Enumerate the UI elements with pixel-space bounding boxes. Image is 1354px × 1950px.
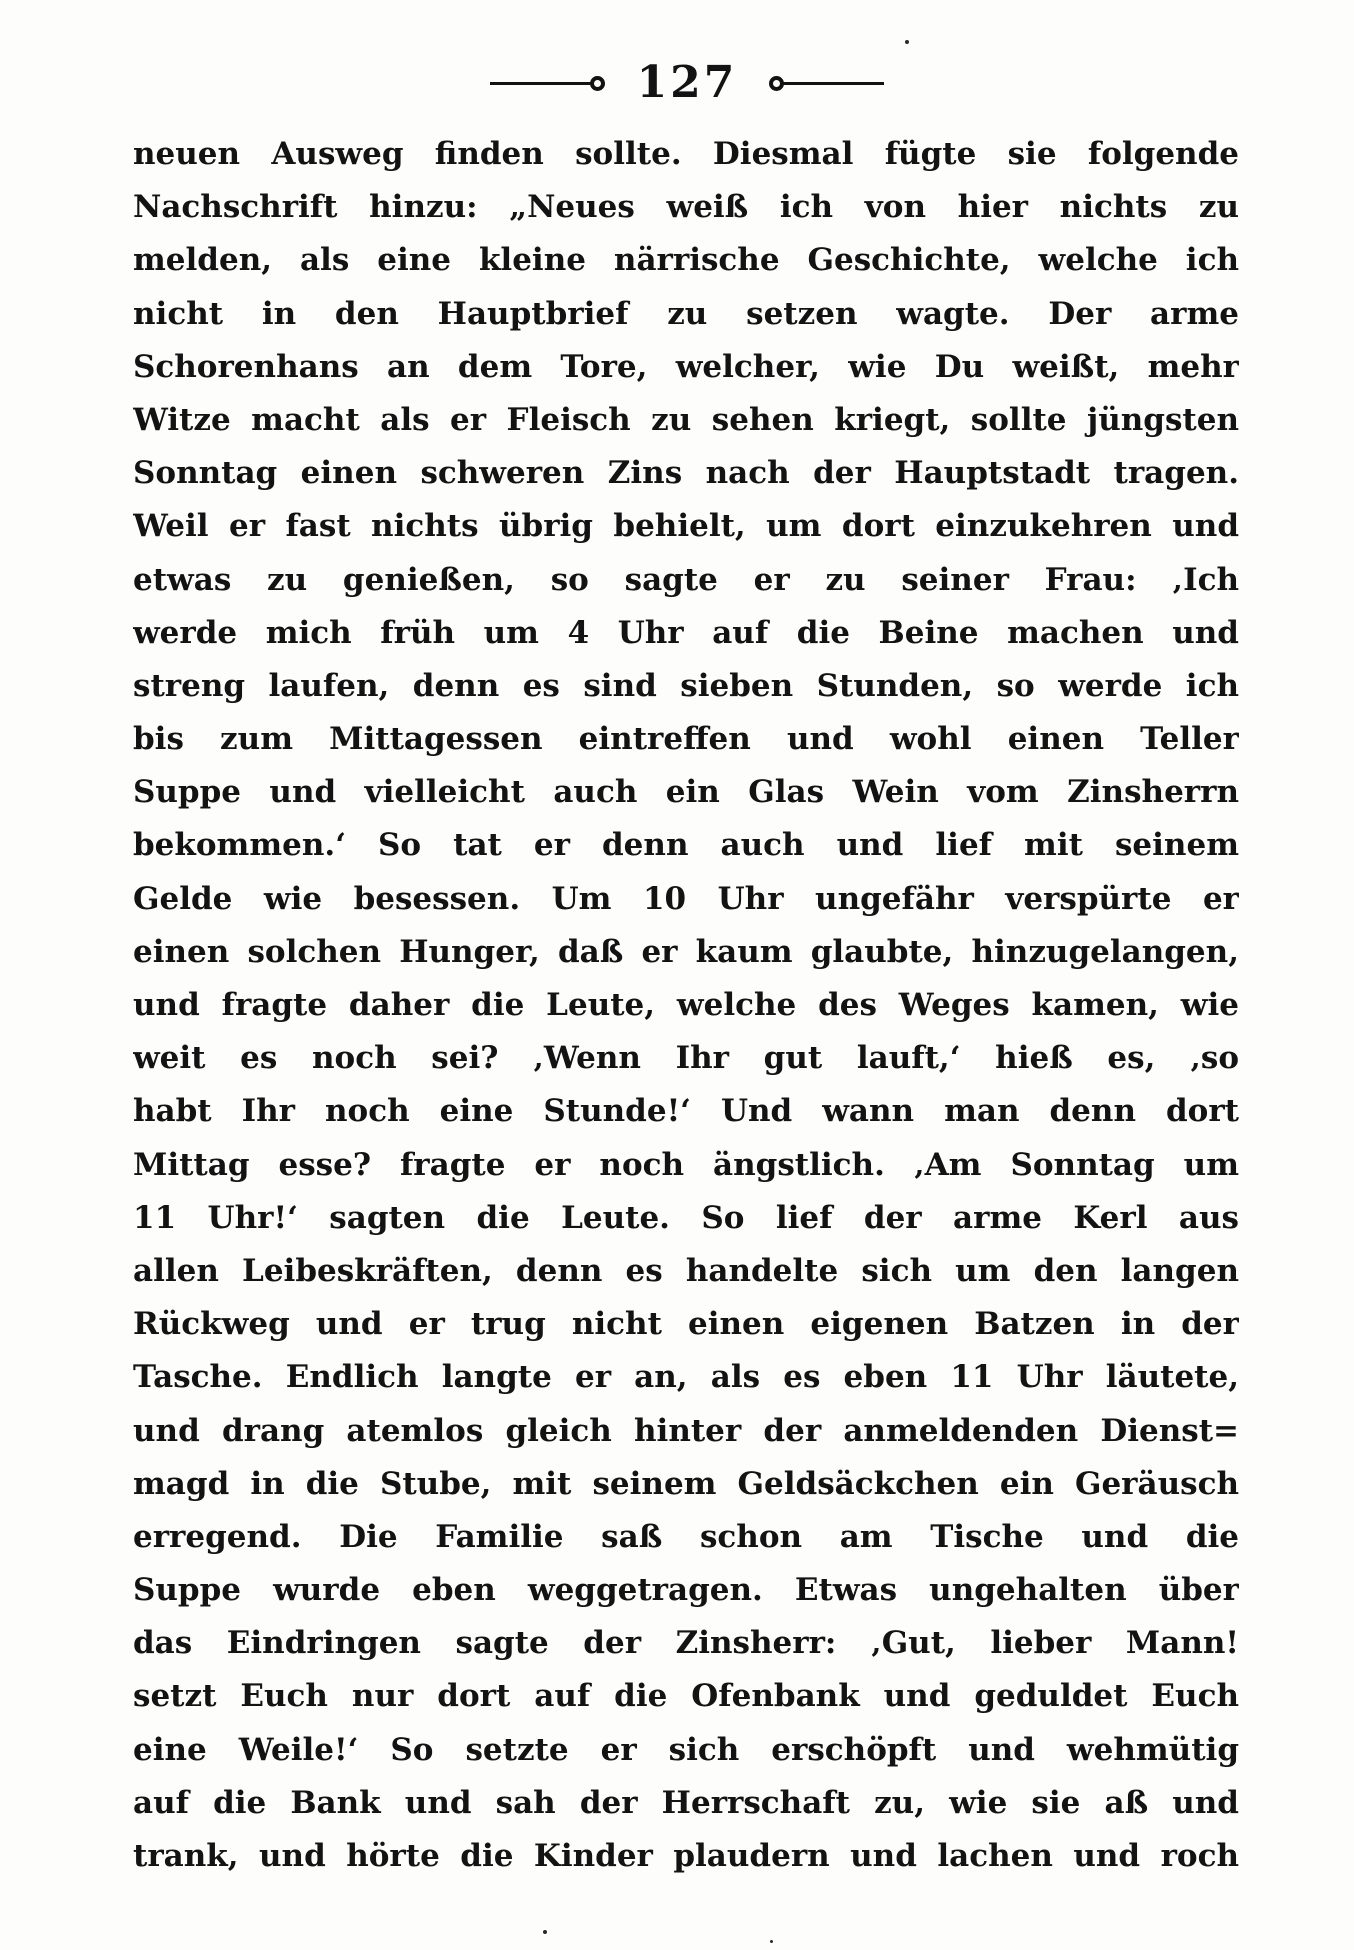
- text-line: 11 Uhr!‘ sagten die Leute. So lief der arme Kerl aus: [133, 1199, 1239, 1236]
- text-line: Schorenhans an dem Tore, welcher, wie Du weißt, mehr: [133, 348, 1239, 385]
- text-line: neuen Ausweg finden sollte. Diesmal fügte sie folgende: [133, 136, 1239, 172]
- text-line: Tasche. Endlich langte er an, als es eben 11 Uhr läutete,: [133, 1359, 1239, 1396]
- text-line: Suppe wurde eben weggetragen. Etwas ungehalten über: [133, 1572, 1239, 1609]
- text-line: das Eindringen sagte der Zinsherr: ‚Gut, lieber Mann!: [133, 1625, 1239, 1662]
- text-line: weit es noch sei? ‚Wenn Ihr gut lauft,‘ hieß es, ‚so: [133, 1040, 1239, 1077]
- text-line: setzt Euch nur dort auf die Ofenbank und geduldet Euch: [133, 1678, 1239, 1715]
- text-line: bekommen.‘ So tat er denn auch und lief mit seinem: [133, 827, 1239, 864]
- text-line: erregend. Die Familie saß schon am Tische und die: [133, 1518, 1239, 1555]
- text-line: und fragte daher die Leute, welche des Weges kamen, wie: [133, 987, 1239, 1023]
- text-line: Gelde wie besessen. Um 10 Uhr ungefähr verspürte er: [133, 880, 1239, 917]
- text-line: allen Leibeskräften, denn es handelte sich um den langen: [133, 1252, 1239, 1289]
- text-line: etwas zu genießen, so sagte er zu seiner Frau: ‚Ich: [133, 561, 1239, 598]
- text-line: nicht in den Hauptbrief zu setzen wagte. Der arme: [133, 295, 1239, 332]
- text-line: Weil er fast nichts übrig behielt, um dort einzukehren und: [133, 508, 1239, 545]
- text-line: melden, als eine kleine närrische Geschichte, welche ich: [133, 242, 1239, 279]
- text-line: Witze macht als er Fleisch zu sehen kriegt, sollte jüngsten: [133, 401, 1239, 438]
- text-line: Suppe und vielleicht auch ein Glas Wein vom Zinsherrn: [133, 774, 1239, 811]
- text-line: Nachschrift hinzu: „Neues weiß ich von hier nichts zu: [133, 189, 1239, 226]
- text-line: und drang atemlos gleich hinter der anmeldenden Dienst=: [133, 1412, 1239, 1449]
- text-line: werde mich früh um 4 Uhr auf die Beine machen und: [133, 614, 1239, 651]
- scan-speck: [543, 1930, 547, 1934]
- page-body: [133, 128, 1239, 1883]
- text-line: auf die Bank und sah der Herrschaft zu, wie sie aß und: [133, 1784, 1239, 1821]
- text-line: habt Ihr noch eine Stunde!‘ Und wann man denn dort: [133, 1093, 1239, 1130]
- scan-speck: [905, 40, 909, 44]
- ornament-rule-left-icon: [490, 82, 592, 85]
- page-header: [135, 52, 1239, 114]
- ornament-ring-left-icon: [590, 76, 605, 91]
- text-line: eine Weile!‘ So setzte er sich erschöpft und wehmütig: [133, 1731, 1239, 1768]
- text-line: bis zum Mittagessen eintreffen und wohl einen Teller: [133, 721, 1239, 758]
- text-line: Rückweg und er trug nicht einen eigenen Batzen in der: [133, 1306, 1239, 1343]
- text-line: magd in die Stube, mit seinem Geldsäckchen ein Geräusch: [133, 1465, 1239, 1502]
- scan-speck: [770, 1940, 773, 1943]
- text-line: trank, und hörte die Kinder plaudern und lachen und roch: [133, 1838, 1239, 1874]
- text-line: Sonntag einen schweren Zins nach der Hauptstadt tragen.: [133, 455, 1239, 492]
- page-number: 127: [636, 57, 738, 108]
- ornament-rule-right-icon: [782, 82, 884, 85]
- text-line: Mittag esse? fragte er noch ängstlich. ‚Am Sonntag um: [133, 1146, 1239, 1183]
- text-line: streng laufen, denn es sind sieben Stunden, so werde ich: [133, 667, 1239, 704]
- text-line: einen solchen Hunger, daß er kaum glaubte, hinzugelangen,: [133, 933, 1239, 970]
